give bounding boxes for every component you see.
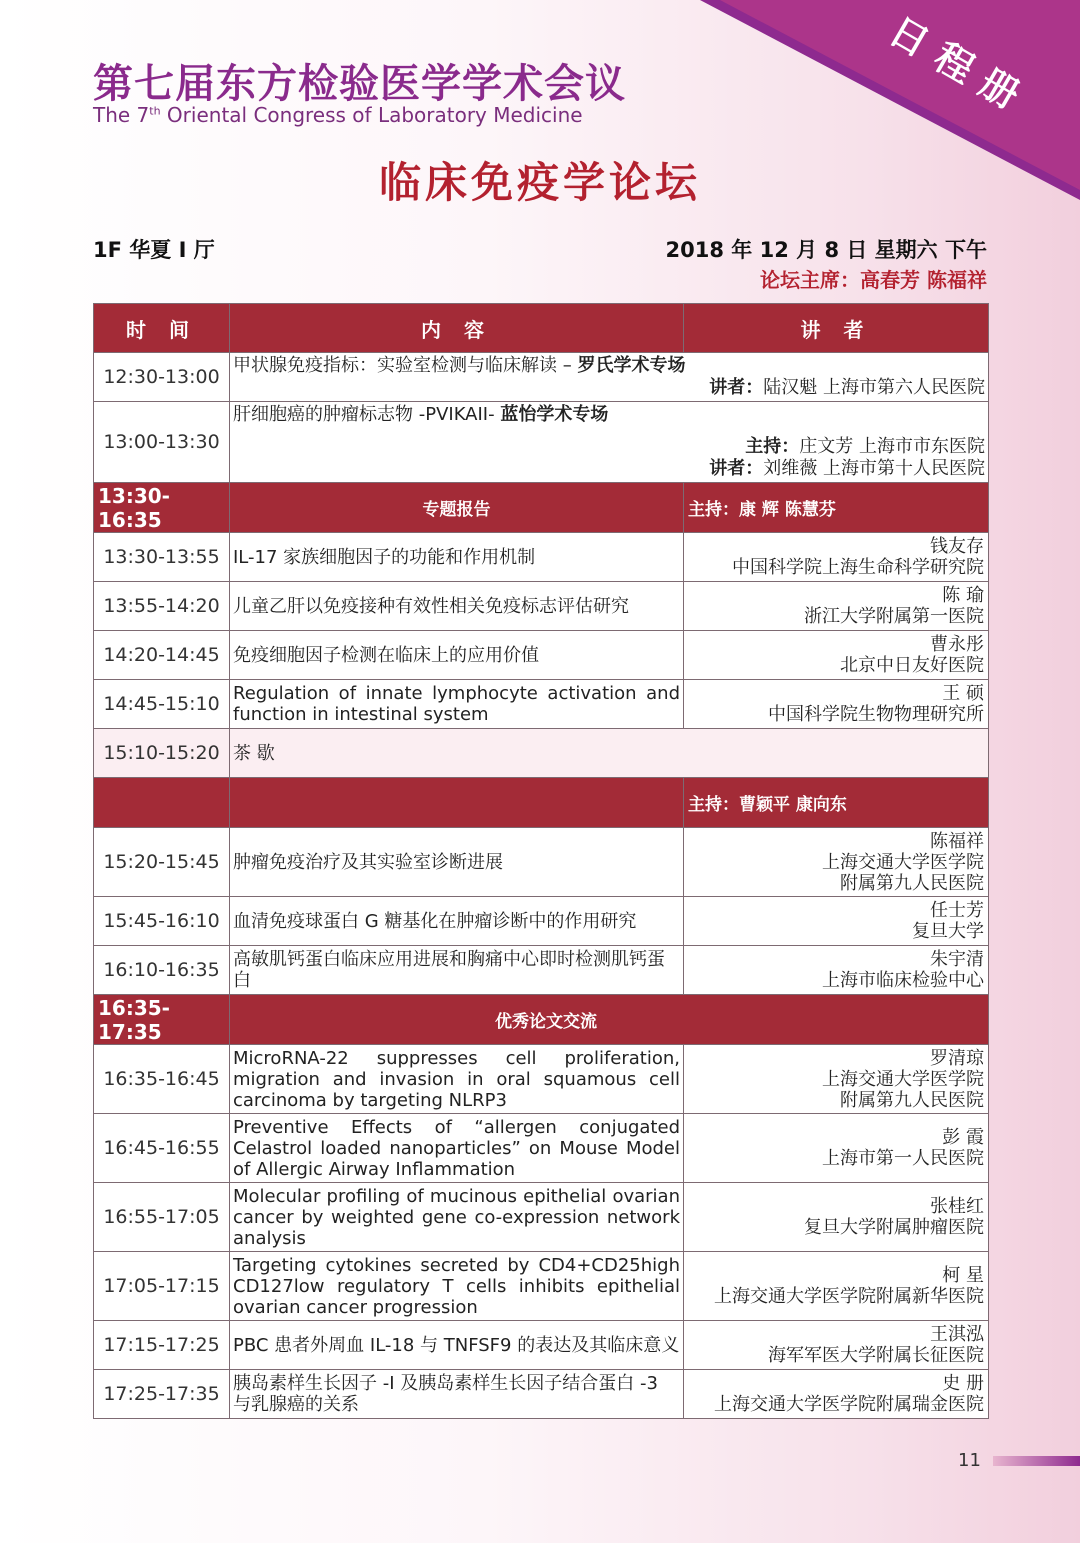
table-row [94,1114,989,1183]
row-topic: Preventive Effects of “allergen conjugated Celastrol loaded nanoparticles” on Mouse Model of Allergic Airway Inflammation [230,1114,684,1183]
section-label [230,778,684,828]
table-row [94,402,989,483]
row-time: 17:25-17:35 [94,1370,230,1419]
row-speaker: 王 硕 中国科学院生物物理研究所 [684,680,989,729]
row-time: 17:05-17:15 [94,1252,230,1321]
special-session: 肝细胞癌的肿瘤标志物 -PVIKAII- 蓝怡学术专场 主持：庄文芳 上海市市东医院 讲者：刘维薇 上海市第十人民医院 [230,402,989,483]
col-speaker-header: 讲 者 [684,304,989,353]
row-speaker: 陈福祥 上海交通大学医学院 附属第九人民医院 [684,828,989,897]
row-speaker: 柯 星 上海交通大学医学院附属新华医院 [684,1252,989,1321]
table-row [94,582,989,631]
row-speaker: 罗清琼 上海交通大学医学院 附属第九人民医院 [684,1045,989,1114]
row-time: 16:55-17:05 [94,1183,230,1252]
section-time: 16:35-17:35 [94,995,230,1045]
row-speaker: 陈 瑜 浙江大学附属第一医院 [684,582,989,631]
section-time [94,778,230,828]
table-row [94,946,989,995]
section-header-row [94,778,989,828]
table-row [94,680,989,729]
schedule-table [93,303,989,1419]
row-speaker: 任士芳 复旦大学 [684,897,989,946]
row-time: 15:10-15:20 [94,729,230,778]
section-time: 13:30-16:35 [94,483,230,533]
row-topic: PBC 患者外周血 IL-18 与 TNFSF9 的表达及其临床意义 [230,1321,684,1370]
tea-break-label: 茶 歇 [230,729,989,778]
row-speaker: 朱宇清 上海市临床检验中心 [684,946,989,995]
table-row [94,1370,989,1419]
table-row [94,1183,989,1252]
table-row [94,897,989,946]
row-speaker: 彭 霞 上海市第一人民医院 [684,1114,989,1183]
hall-name: 1F 华夏 I 厅 [93,238,215,262]
row-time: 16:35-16:45 [94,1045,230,1114]
row-topic: 免疫细胞因子检测在临床上的应用价值 [230,631,684,680]
row-time: 16:45-16:55 [94,1114,230,1183]
row-speaker: 钱友存 中国科学院上海生命科学研究院 [684,533,989,582]
row-speaker: 史 册 上海交通大学医学院附属瑞金医院 [684,1370,989,1419]
row-topic: IL-17 家族细胞因子的功能和作用机制 [230,533,684,582]
session-date: 2018 年 12 月 8 日 星期六 下午 [665,238,987,262]
section-header-row [94,995,989,1045]
page-bar-decoration [993,1456,1080,1466]
row-topic: MicroRNA-22 suppresses cell proliferation, migration and invasion in oral squamous cell carcinoma by targeting NLRP3 [230,1045,684,1114]
row-topic: 胰岛素样生长因子 -I 及胰岛素样生长因子结合蛋白 -3 与乳腺癌的关系 [230,1370,684,1419]
row-time: 15:45-16:10 [94,897,230,946]
row-time: 16:10-16:35 [94,946,230,995]
col-time-header: 时 间 [94,304,230,353]
row-time: 15:20-15:45 [94,828,230,897]
table-row [94,631,989,680]
tea-break-row [94,729,989,778]
row-time: 13:55-14:20 [94,582,230,631]
forum-chairs: 论坛主席：高春芳 陈福祥 [760,268,987,292]
congress-title-cn: 第七届东方检验医学学术会议 [93,61,626,107]
row-time: 13:30-13:55 [94,533,230,582]
table-row [94,353,989,402]
special-session: 甲状腺免疫指标：实验室检测与临床解读 – 罗氏学术专场 讲者：陆汉魁 上海市第六人民医院 [230,353,989,402]
corner-title: 日程册 [881,7,1040,125]
section-label: 优秀论文交流 [230,995,989,1045]
row-time: 13:00-13:30 [94,402,230,483]
row-topic: 儿童乙肝以免疫接种有效性相关免疫标志评估研究 [230,582,684,631]
row-topic: Targeting cytokines secreted by CD4+CD25high CD127low regulatory T cells inhibits epithelial ovarian cancer progression [230,1252,684,1321]
table-row [94,828,989,897]
row-topic: 血清免疫球蛋白 G 糖基化在肿瘤诊断中的作用研究 [230,897,684,946]
table-row [94,1252,989,1321]
section-host: 主持：曹颖平 康向东 [684,778,989,828]
section-host: 主持：康 辉 陈慧芬 [684,483,989,533]
section-header-row [94,483,989,533]
row-time: 14:20-14:45 [94,631,230,680]
row-topic: Molecular profiling of mucinous epithelial ovarian cancer by weighted gene co-expression network analysis [230,1183,684,1252]
row-time: 17:15-17:25 [94,1321,230,1370]
forum-title: 临床免疫学论坛 [378,158,701,207]
row-topic: Regulation of innate lymphocyte activation and function in intestinal system [230,680,684,729]
table-row [94,1321,989,1370]
col-content-header: 内 容 [230,304,684,353]
row-time: 14:45-15:10 [94,680,230,729]
row-speaker: 王淇泓 海军军医大学附属长征医院 [684,1321,989,1370]
table-row [94,533,989,582]
row-speaker: 曹永彤 北京中日友好医院 [684,631,989,680]
row-topic: 肿瘤免疫治疗及其实验室诊断进展 [230,828,684,897]
row-time: 12:30-13:00 [94,353,230,402]
table-header-row [94,304,989,353]
congress-title-en: The 7th Oriental Congress of Laboratory Medicine [93,103,583,127]
row-speaker: 张桂红 复旦大学附属肿瘤医院 [684,1183,989,1252]
table-row [94,1045,989,1114]
section-label: 专题报告 [230,483,684,533]
page-number: 11 [958,1450,981,1471]
row-topic: 高敏肌钙蛋白临床应用进展和胸痛中心即时检测肌钙蛋白 [230,946,684,995]
